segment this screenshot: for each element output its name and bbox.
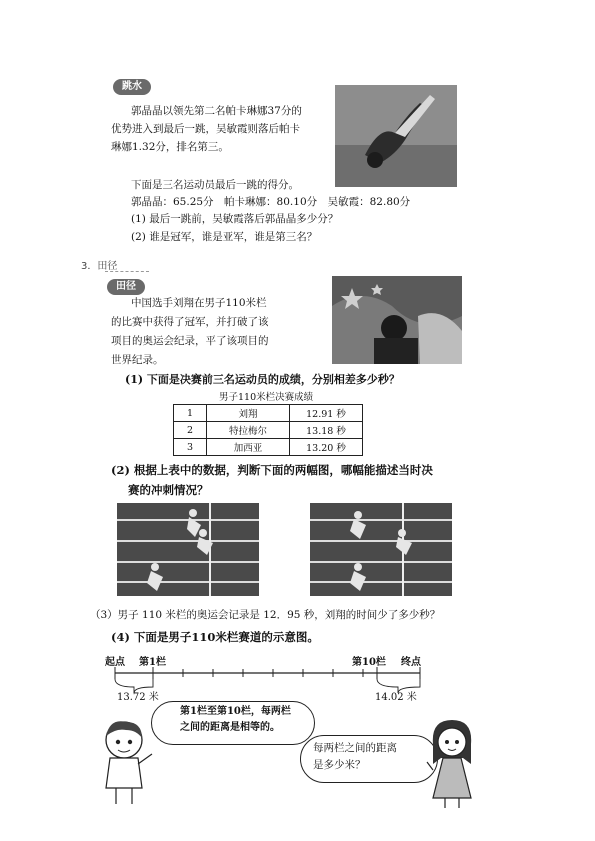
diving-question-1: (1) 最后一跳前，吴敏霞落后郭晶晶多少分？ [131,213,339,225]
sprinters-icon [117,503,259,596]
athletics-line-2: 的比赛中获得了冠军，并打破了该 [111,316,269,328]
label-hurdle-10: 第10栏 [352,657,386,668]
diving-scores: 郭晶晶：65.25分 帕卡琳娜：80.10分 吴敏霞：82.80分 [131,196,411,208]
athletics-question-2 [111,460,433,500]
diving-intro: 下面是三名运动员最后一跳的得分。 [131,179,299,191]
sprinters-icon [310,503,452,596]
boy-bubble-line-2: 之间的距离是相等的。 [180,722,280,733]
athletics-line-1: 中国选手刘翔在男子110米栏 [131,297,267,309]
rank-cell: 1 [174,405,207,422]
diving-photo [335,85,457,187]
section-3-underline [105,271,149,272]
athletics-line-3: 项目的奥运会纪录，平了该项目的 [111,335,269,347]
label-start: 起点 [105,657,125,668]
athletics-question-3: （3）男子 110 米栏的奥运会记录是 12．95 秒，刘翔的时间少了多少秒？ [90,609,441,621]
name-cell: 加西亚 [207,439,290,456]
name-cell: 特拉梅尔 [207,422,290,439]
athletics-paragraph [111,294,321,370]
table-row [174,405,363,422]
label-finish: 终点 [401,657,421,668]
athlete-with-flag-icon [332,276,462,364]
diving-question-2: (2) 谁是冠军，谁是亚军，谁是第三名？ [131,231,318,243]
boy-speech-bubble [151,701,315,745]
race-image-left [117,503,259,596]
athletics-line-4: 世界纪录。 [111,354,164,366]
question-2-line-1: (2) 根据上表中的数据，判断下面的两幅图，哪幅能描述当时决 [111,463,433,477]
diving-line-3: 琳娜1.32分，排名第三。 [111,141,229,153]
diving-paragraph [111,102,331,156]
question-2-line-2: 赛的冲刺情况？ [128,483,209,497]
distance-start: 13.72 米 [117,692,159,703]
diver-figure-icon [335,85,457,187]
table-row [174,439,363,456]
rank-cell: 3 [174,439,207,456]
section-3-label: 3．田径 [81,261,118,272]
results-table-title: 男子110米栏决赛成绩 [219,392,314,403]
athletics-tag: 田径 [107,279,145,295]
distance-end: 14.02 米 [375,692,417,703]
race-image-right [310,503,452,596]
time-cell: 13.20 秒 [290,439,363,456]
label-hurdle-1: 第1栏 [139,657,166,668]
diving-tag: 跳水 [113,79,151,95]
table-row [174,422,363,439]
girl-bubble-line-1: 每两栏之间的距离 [313,742,397,754]
results-table [173,404,363,456]
boy-character-icon [96,718,156,808]
athletics-question-1: (1) 下面是决赛前三名运动员的成绩，分别相差多少秒？ [125,373,400,386]
girl-character-icon [425,718,479,810]
rank-cell: 2 [174,422,207,439]
girl-speech-bubble [300,735,438,783]
diving-line-1: 郭晶晶以领先第二名帕卡琳娜37分的 [131,105,302,117]
time-cell: 12.91 秒 [290,405,363,422]
name-cell: 刘翔 [207,405,290,422]
athletics-question-4: (4) 下面是男子110米栏赛道的示意图。 [111,630,319,644]
boy-bubble-line-1: 第1栏至第10栏，每两栏 [180,706,291,717]
girl-bubble-line-2: 是多少米？ [313,759,366,771]
liu-xiang-photo [332,276,462,364]
diving-line-2: 优势进入到最后一跳，吴敏霞则落后帕卡 [111,123,300,135]
time-cell: 13.18 秒 [290,422,363,439]
